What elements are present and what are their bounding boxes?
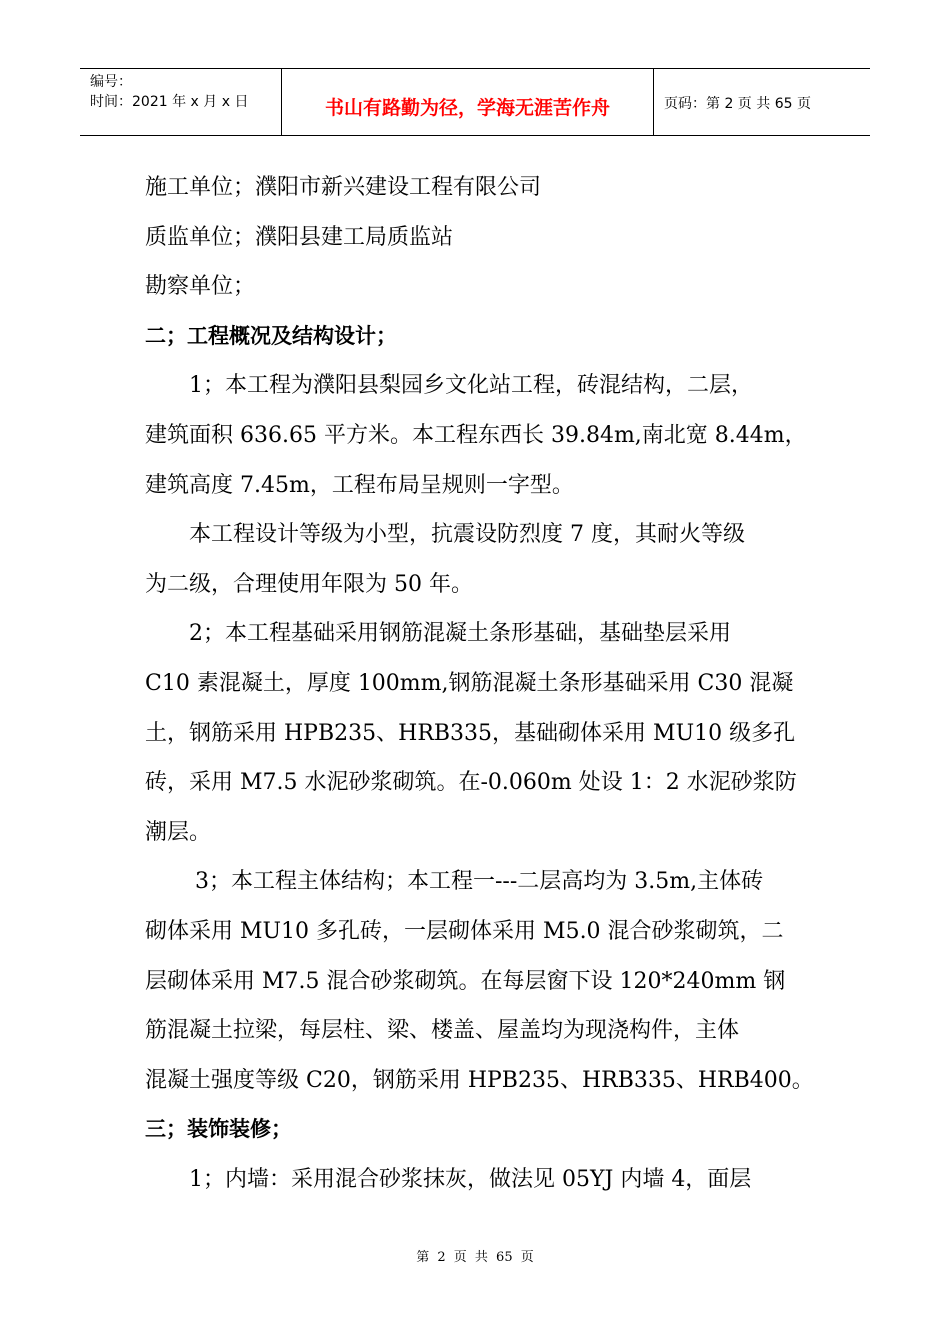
document-number-label: 编号： bbox=[90, 74, 132, 90]
document-time-label: 时间：2021 年 x 月 x 日 bbox=[90, 94, 249, 110]
body-line: 混凝土强度等级 C20，钢筋采用 HPB235、HRB335、HRB400。 bbox=[145, 1067, 814, 1093]
body-line: 为二级，合理使用年限为 50 年。 bbox=[145, 571, 473, 597]
body-line: 勘察单位； bbox=[145, 274, 256, 300]
body-line: 质监单位；濮阳县建工局质监站 bbox=[145, 224, 454, 250]
body-line: 施工单位；濮阳市新兴建设工程有限公司 bbox=[145, 175, 542, 200]
body-line: C10 素混凝土，厚度 100mm,钢筋混凝土条形基础采用 C30 混凝 bbox=[145, 670, 794, 696]
body-line: 潮层。 bbox=[145, 819, 212, 845]
body-line: 1；内墙：采用混合砂浆抹灰，做法见 05YJ 内墙 4，面层 bbox=[189, 1166, 752, 1192]
body-line: 建筑面积 636.65 平方米。本工程东西长 39.84m,南北宽 8.44m， bbox=[145, 422, 807, 448]
page-footer: 第 2 页 共 65 页 bbox=[416, 1250, 534, 1265]
body-line: 层砌体采用 M7.5 混合砂浆砌筑。在每层窗下设 120*240mm 钢 bbox=[145, 968, 786, 994]
body-line: 1；本工程为濮阳县梨园乡文化站工程，砖混结构，二层， bbox=[189, 373, 753, 399]
body-line: 筋混凝土拉梁，每层柱、梁、楼盖、屋盖均为现浇构件，主体 bbox=[145, 1018, 740, 1044]
header-motto: 书山有路勤为径，学海无涯苦作舟 bbox=[282, 69, 654, 135]
body-line: 建筑高度 7.45m，工程布局呈规则一字型。 bbox=[145, 472, 574, 498]
body-line: 砌体采用 MU10 多孔砖，一层砌体采用 M5.0 混合砂浆砌筑，二 bbox=[145, 918, 784, 944]
body-line: 3；本工程主体结构；本工程一---二层高均为 3.5m,主体砖 bbox=[195, 869, 764, 895]
header-meta-cell bbox=[80, 69, 282, 135]
page-header bbox=[80, 68, 870, 136]
body-line: 土，钢筋采用 HPB235、HRB335，基础砌体采用 MU10 级多孔 bbox=[145, 720, 796, 746]
body-line: 本工程设计等级为小型，抗震设防烈度 7 度，其耐火等级 bbox=[189, 522, 745, 548]
section-heading: 三；装饰装修； bbox=[145, 1117, 292, 1142]
document-body bbox=[145, 163, 814, 1204]
header-page-info: 页码：第 2 页 共 65 页 bbox=[664, 96, 811, 112]
body-line: 砖，采用 M7.5 水泥砂浆砌筑。在-0.060m 处设 1：2 水泥砂浆防 bbox=[145, 770, 797, 796]
section-heading: 二；工程概况及结构设计； bbox=[145, 323, 397, 348]
body-line: 2；本工程基础采用钢筋混凝土条形基础，基础垫层采用 bbox=[189, 621, 731, 647]
